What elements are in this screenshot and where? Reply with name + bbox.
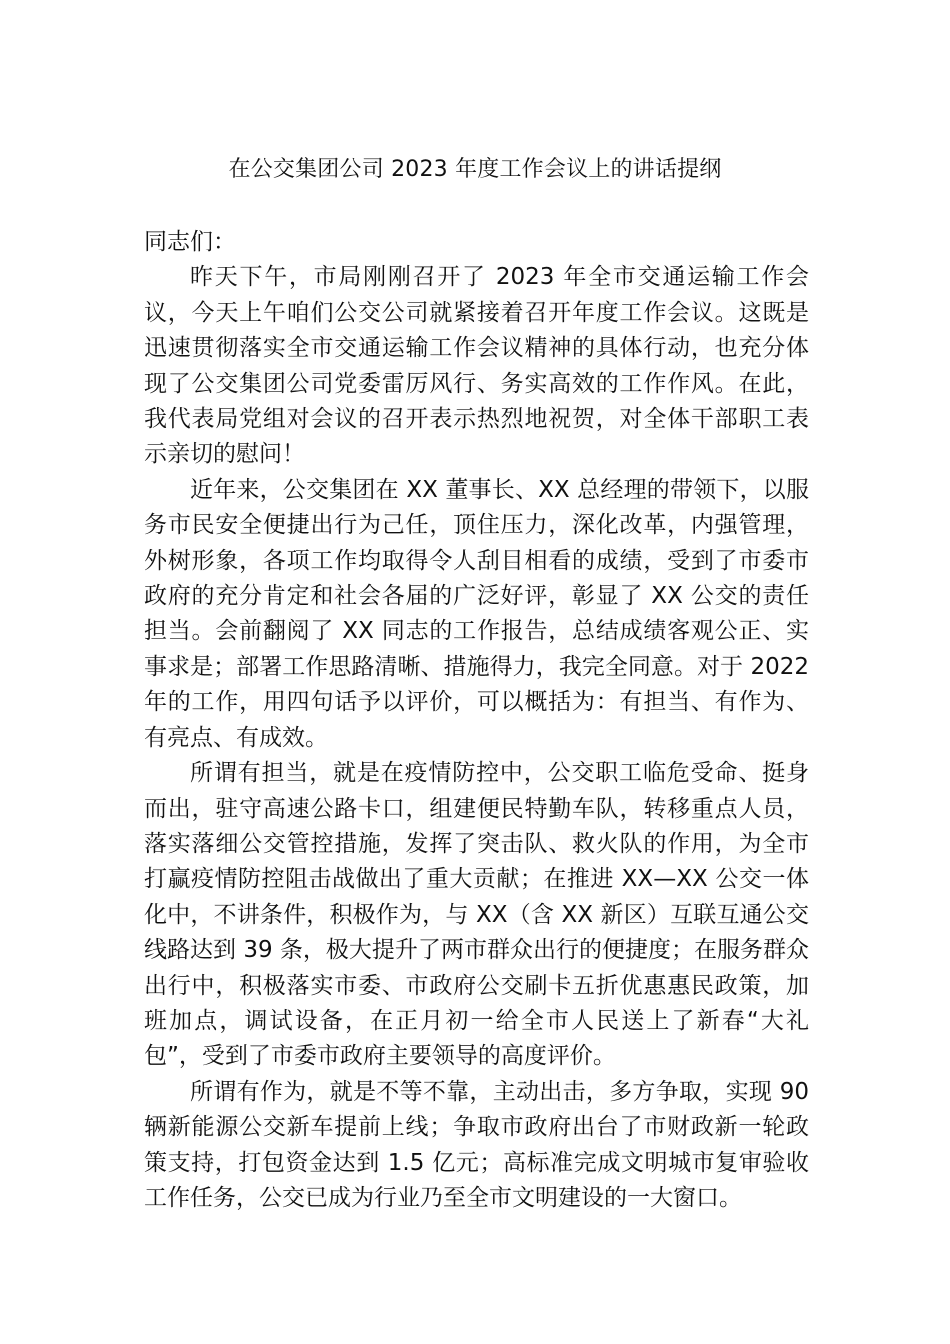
paragraph-opening: 昨天下午，市局刚刚召开了 2023 年全市交通运输工作会议，今天上午咱们公交公司就紧接着召开年度工作会议。这既是迅速贯彻落实全市交通运输工作会议精神的具体行动，也充分体现了公交集团公司党委雷厉风行、务实高效的工作作风。在此，我代表局党组对会议的召开表示热烈地祝贺，对全体干部职工表示亲切的慰问！	[144, 264, 809, 468]
paragraph-action: 所谓有作为，就是不等不靠，主动出击，多方争取，实现 90 辆新能源公交新车提前上线；争取市政府出台了市财政新一轮政策支持，打包资金达到 1.5 亿元；高标准完成文明城市复审验收工作任务，公交已成为行业乃至全市文明建设的一大窗口。	[144, 1078, 809, 1211]
paragraph-responsibility: 所谓有担当，就是在疫情防控中，公交职工临危受命、挺身而出，驻守高速公路卡口，组建便民特勤车队，转移重点人员，落实落细公交管控措施，发挥了突击队、救火队的作用，为全市打赢疫情防控阻击战做出了重大贡献；在推进 XX—XX 公交一体化中，不讲条件，积极作为，与 XX（含 XX 新区）互联互通公交线路达到 39 条，极大提升了两市群众出行的便捷度；在服务群众出行中，积极落实市委、市政府公交刷卡五折优惠惠民政策，加班加点，调试设备，在正月初一给全市人民送上了新春“大礼包”，受到了市委市政府主要领导的高度评价。	[144, 760, 809, 1070]
document-body	[144, 225, 809, 1216]
paragraph-achievements: 近年来，公交集团在 XX 董事长、XX 总经理的带领下，以服务市民安全便捷出行为己任，顶住压力，深化改革，内强管理，外树形象，各项工作均取得令人刮目相看的成绩，受到了市委市政府的充分肯定和社会各届的广泛好评，彰显了 XX 公交的责任担当。会前翻阅了 XX 同志的工作报告，总结成绩客观公正、实事求是；部署工作思路清晰、措施得力，我完全同意。对于 2022 年的工作，用四句话予以评价，可以概括为：有担当、有作为、有亮点、有成效。	[144, 476, 809, 751]
document-title: 在公交集团公司 2023 年度工作会议上的讲话提纲	[228, 157, 722, 182]
salutation: 同志们：	[144, 229, 236, 255]
